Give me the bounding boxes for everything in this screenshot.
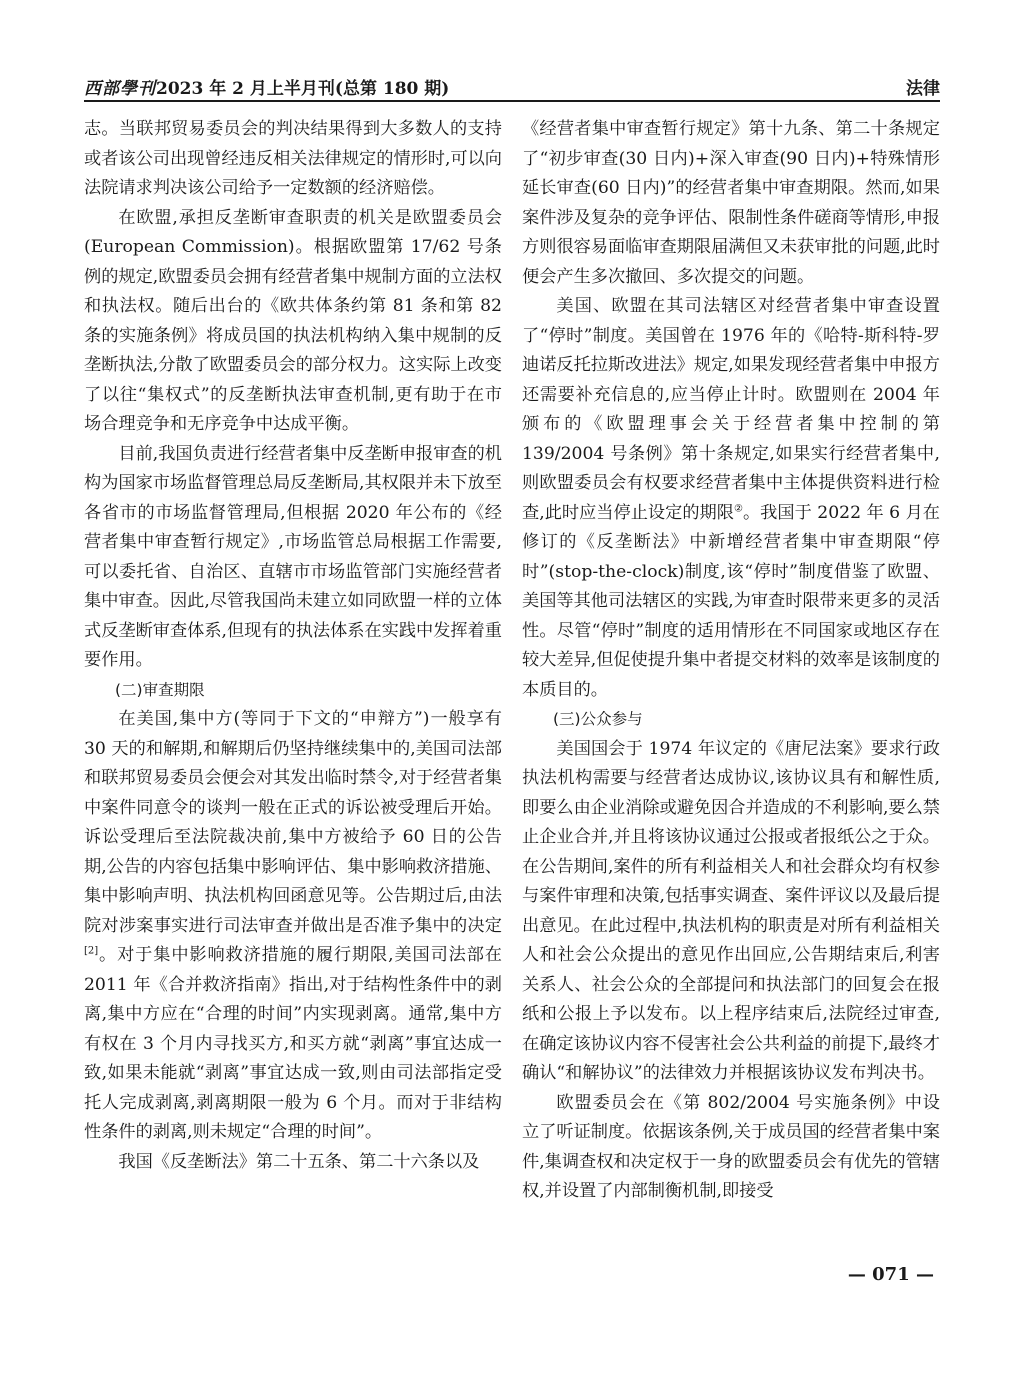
paragraph-text: 美国、欧盟在其司法辖区对经营者集中审查设置了“停时”制度。美国曾在 1976 年的《哈特-斯科特-罗迪诺反托拉斯改进法》规定,如果发现经营者集中申报方还需要补充信息的,应当停止计时。欧盟则在 2004 年颁布的《欧盟理事会关于经营者集中控制的第 139/2004 号条例》第十条规定,如果实行经营者集中,则欧盟委员会有权要求经营者集中主体提供资料进行检查,此时应当停止设定的期限 [522,296,940,523]
paragraph: 我国《反垄断法》第二十五条、第二十六条以及 [118,1151,480,1172]
section-heading: (三)公众参与 [553,710,643,728]
paragraph-text: 在美国,集中方(等同于下文的“申辩方”)一般享有 30 天的和解期,和解期后仍坚持继续集中的,美国司法部和联邦贸易委员会便会对其发出临时禁令,对于经营者集中案件同意令的谈判一般在正式的诉讼被受理后开始。诉讼受理后至法院裁决前,集中方被给予 60 日的公告期,公告的内容包括集中影响评估、集中影响救济措施、集中影响声明、执法机构回函意见等。公告期过后,由法院对涉案事实进行司法审查并做出是否准予集中的决定 [84,709,502,936]
paragraph-text: 。对于集中影响救济措施的履行期限,美国司法部在 2011 年《合并救济指南》指出,对于结构性条件中的剥离,集中方应在“合理的时间”内实现剥离。通常,集中方有权在 3 个月内寻找买方,和买方就“剥离”事宜达成一致,如果未能就“剥离”事宜达成一致,则由司法部指定受托人完成剥离,剥离期限一般为 6 个月。而对于非结构性条件的剥离,则未规定“合理的时间”。 [84,945,502,1142]
paragraph: 《经营者集中审查暂行规定》第十九条、第二十条规定了“初步审查(30 日内)+深入审查(90 日内)+特殊情形延长审查(60 日内)”的经营者集中审查期限。然而,如果案件涉及复杂的竞争评估、限制性条件磋商等情形,申报方则很容易面临审查期限届满但又未获审批的问题,此时便会产生多次撤回、多次提交的问题。 [522,119,940,287]
paragraph-text: 。我国于 2022 年 6 月在修订的《反垄断法》中新增经营者集中审查期限“停时”(stop-the-clock)制度,该“停时”制度借鉴了欧盟、美国等其他司法辖区的实践,为审查时限带来更多的灵活性。尽管“停时”制度的适用情形在不同国家或地区存在较大差异,但促使提升集中者提交材料的效率是该制度的本质目的。 [522,502,940,700]
issue-info: 2023 年 2 月上半月刊(总第 180 期) [156,79,450,99]
journal-header-left [84,74,449,99]
paragraph [84,705,502,1148]
journal-logo: 西部學刊 [84,79,156,99]
right-column [522,115,940,1207]
section-label: 法律 [906,79,940,99]
footnote-ref: ② [733,502,743,514]
left-column [84,115,502,1177]
paragraph: 在欧盟,承担反垄断审查职责的机关是欧盟委员会(European Commission)。根据欧盟第 17/62 号条例的规定,欧盟委员会拥有经营者集中规制方面的立法权和执法权。随后出台的《欧共体条约第 81 条和第 82 条的实施条例》将成员国的执法机构纳入集中规制的反垄断执法,分散了欧盟委员会的部分权力。这实际上改变了以往“集权式”的反垄断执法审查机制,更有助于在市场合理竞争和无序竞争中达成平衡。 [84,207,502,434]
citation-ref: [2] [84,945,99,957]
paragraph: 目前,我国负责进行经营者集中反垄断申报审查的机构为国家市场监督管理总局反垄断局,其权限并未下放至各省市的市场监督管理局,但根据 2020 年公布的《经营者集中审查暂行规定》,市场监管总局根据工作需要,可以委托省、自治区、直辖市市场监管部门实施经营者集中审查。因此,尽管我国尚未建立如同欧盟一样的立体式反垄断审查体系,但现有的执法体系在实践中发挥着重要作用。 [84,443,502,670]
paragraph: 美国国会于 1974 年议定的《唐尼法案》要求行政执法机构需要与经营者达成协议,该协议具有和解性质,即要么由企业消除或避免因合并造成的不利影响,要么禁止企业合并,并且将该协议通过公报或者报纸公之于众。在公告期间,案件的所有利益相关人和社会群众均有权参与案件审理和决策,包括事实调查、案件评议以及最后提出意见。在此过程中,执法机构的职责是对所有利益相关人和社会公众提出的意见作出回应,公告期结束后,利害关系人、社会公众的全部提问和执法部门的回复会在报纸和公报上予以发布。以上程序结束后,法院经过审查,在确定该协议内容不侵害社会公共利益的前提下,最终才确认“和解协议”的法律效力并根据该协议发布判决书。 [522,738,940,1083]
paragraph [522,292,940,705]
paragraph: 志。当联邦贸易委员会的判决结果得到大多数人的支持或者该公司出现曾经违反相关法律规定的情形时,可以向法院请求判决该公司给予一定数额的经济赔偿。 [84,119,502,198]
paragraph: 欧盟委员会在《第 802/2004 号实施条例》中设立了听证制度。依据该条例,关于成员国的经营者集中案件,集调查权和决定权于一身的欧盟委员会有优先的管辖权,并设置了内部制衡机制,即接受 [522,1092,940,1201]
page-number: — 071 — [847,1264,934,1285]
header-rule [84,100,940,102]
page-header [84,72,940,102]
section-heading: (二)审查期限 [115,680,205,699]
